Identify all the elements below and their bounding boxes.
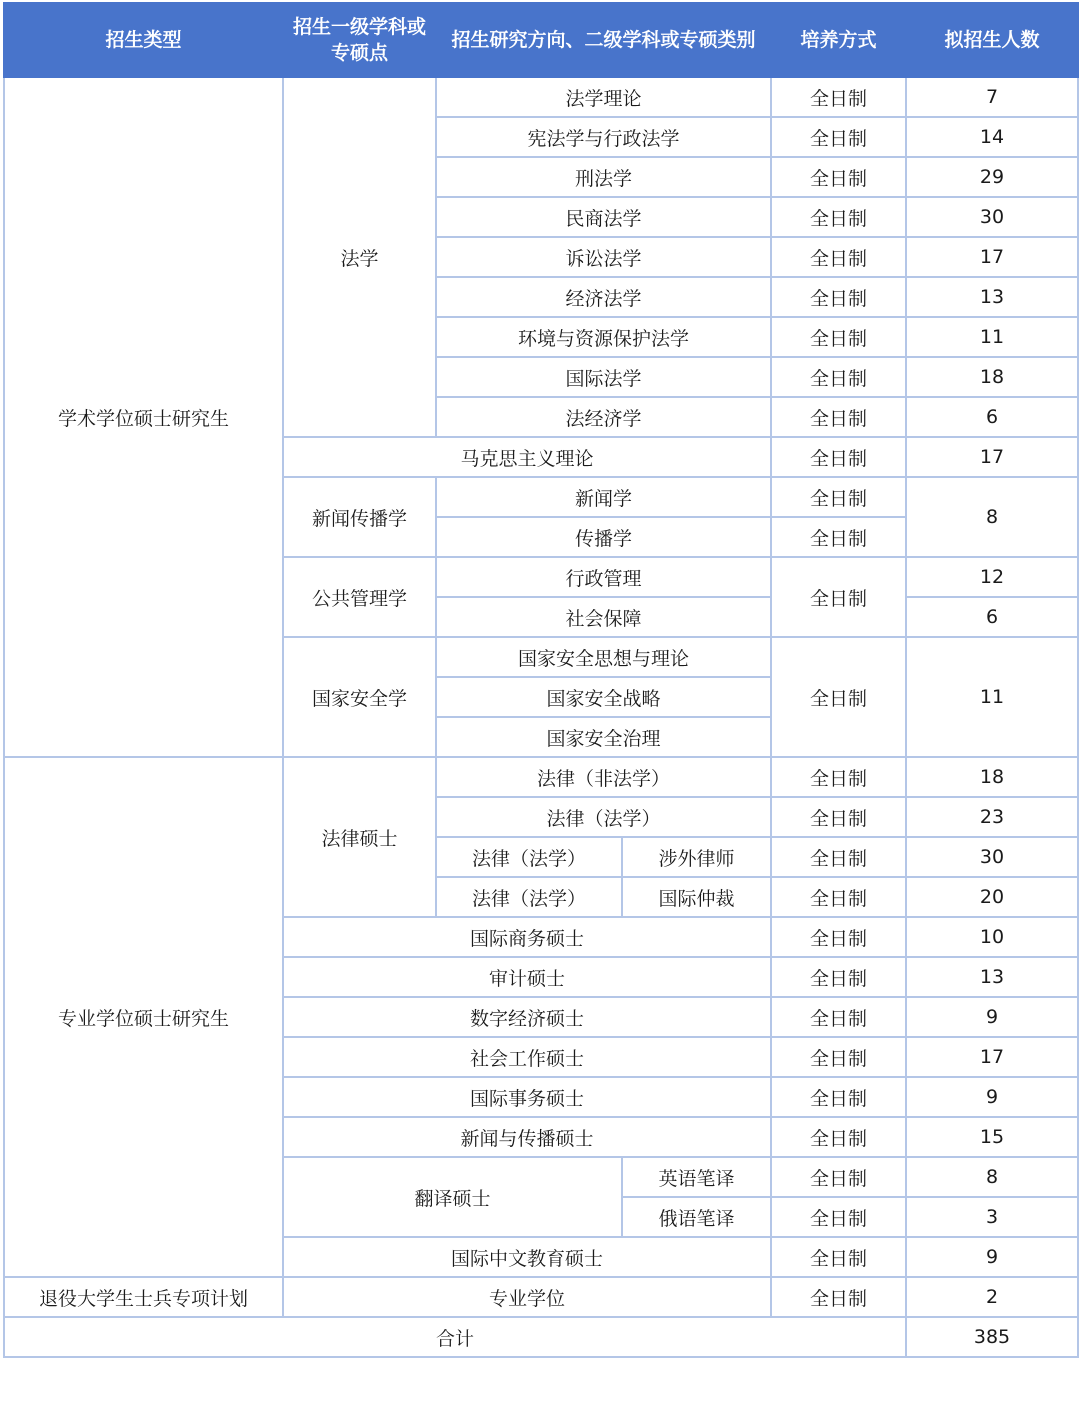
count-cell: 17 [906, 237, 1078, 277]
count-cell: 14 [906, 117, 1078, 157]
mode-cell: 全日制 [771, 837, 906, 877]
count-cell: 17 [906, 437, 1078, 477]
discipline-public-admin: 公共管理学 [283, 557, 436, 637]
discipline-news-comm: 新闻与传播硕士 [283, 1117, 771, 1157]
sub-direction-cell: 涉外律师 [622, 837, 771, 877]
count-cell: 8 [906, 477, 1078, 557]
direction-cell: 民商法学 [436, 197, 771, 237]
count-cell: 6 [906, 597, 1078, 637]
count-cell: 23 [906, 797, 1078, 837]
direction-cell: 法律（法学） [436, 797, 771, 837]
count-cell: 18 [906, 757, 1078, 797]
discipline-intl-affairs: 国际事务硕士 [283, 1077, 771, 1117]
discipline-digital: 数字经济硕士 [283, 997, 771, 1037]
direction-cell: 诉讼法学 [436, 237, 771, 277]
count-cell: 30 [906, 837, 1078, 877]
header-discipline-line1: 招生一级学科或 [292, 16, 426, 38]
discipline-jm: 法律硕士 [283, 757, 436, 917]
mode-cell: 全日制 [771, 1277, 906, 1317]
group-academic: 学术学位硕士研究生 [4, 77, 283, 757]
mode-cell: 全日制 [771, 957, 906, 997]
discipline-journalism: 新闻传播学 [283, 477, 436, 557]
header-mode: 培养方式 [771, 3, 906, 77]
direction-cell: 新闻学 [436, 477, 771, 517]
count-cell: 12 [906, 557, 1078, 597]
mode-cell: 全日制 [771, 797, 906, 837]
table-row [4, 757, 1078, 797]
mode-cell: 全日制 [771, 197, 906, 237]
group-veteran: 退役大学生士兵专项计划 [4, 1277, 283, 1317]
direction-cell: 国家安全思想与理论 [436, 637, 771, 677]
sub-direction-cell: 俄语笔译 [622, 1197, 771, 1237]
direction-cell: 法律（非法学） [436, 757, 771, 797]
mode-cell: 全日制 [771, 357, 906, 397]
direction-cell: 经济法学 [436, 277, 771, 317]
direction-cell: 国际法学 [436, 357, 771, 397]
direction-cell: 社会保障 [436, 597, 771, 637]
header-discipline-line2: 专硕点 [330, 42, 388, 64]
mode-cell: 全日制 [771, 1117, 906, 1157]
discipline-ib: 国际商务硕士 [283, 917, 771, 957]
direction-cell: 行政管理 [436, 557, 771, 597]
table-row [4, 1277, 1078, 1317]
direction-cell: 法学理论 [436, 77, 771, 117]
mode-cell: 全日制 [771, 237, 906, 277]
header-count: 拟招生人数 [906, 3, 1078, 77]
count-cell: 11 [906, 637, 1078, 757]
mode-cell: 全日制 [771, 877, 906, 917]
count-cell: 9 [906, 997, 1078, 1037]
mode-cell: 全日制 [771, 397, 906, 437]
mode-cell: 全日制 [771, 1077, 906, 1117]
direction-cell: 宪法学与行政法学 [436, 117, 771, 157]
direction-cell: 法律（法学） [436, 837, 622, 877]
count-cell: 9 [906, 1077, 1078, 1117]
discipline-audit: 审计硕士 [283, 957, 771, 997]
discipline-marx: 马克思主义理论 [283, 437, 771, 477]
mode-cell: 全日制 [771, 757, 906, 797]
count-cell: 9 [906, 1237, 1078, 1277]
table-row [4, 77, 1078, 117]
sub-direction-cell: 国际仲裁 [622, 877, 771, 917]
mode-cell: 全日制 [771, 997, 906, 1037]
header-enrollment-type: 招生类型 [4, 3, 283, 77]
discipline-social: 社会工作硕士 [283, 1037, 771, 1077]
total-value: 385 [906, 1317, 1078, 1357]
mode-cell: 全日制 [771, 117, 906, 157]
mode-cell: 全日制 [771, 1157, 906, 1197]
enrollment-table [3, 2, 1079, 1358]
mode-cell: 全日制 [771, 437, 906, 477]
count-cell: 10 [906, 917, 1078, 957]
count-cell: 8 [906, 1157, 1078, 1197]
header-discipline [283, 3, 436, 77]
mode-cell: 全日制 [771, 1237, 906, 1277]
mode-cell: 全日制 [771, 477, 906, 517]
total-label: 合计 [4, 1317, 906, 1357]
direction-cell: 法经济学 [436, 397, 771, 437]
mode-cell: 全日制 [771, 917, 906, 957]
direction-cell: 法律（法学） [436, 877, 622, 917]
count-cell: 13 [906, 957, 1078, 997]
count-cell: 18 [906, 357, 1078, 397]
count-cell: 2 [906, 1277, 1078, 1317]
count-cell: 6 [906, 397, 1078, 437]
count-cell: 30 [906, 197, 1078, 237]
header-direction: 招生研究方向、二级学科或专硕类别 [436, 3, 771, 77]
total-row [4, 1317, 1078, 1357]
table-header [4, 3, 1078, 77]
direction-cell: 传播学 [436, 517, 771, 557]
direction-cell: 国家安全战略 [436, 677, 771, 717]
direction-cell: 国家安全治理 [436, 717, 771, 757]
mode-cell: 全日制 [771, 317, 906, 357]
count-cell: 3 [906, 1197, 1078, 1237]
discipline-chinese-ed: 国际中文教育硕士 [283, 1237, 771, 1277]
sub-direction-cell: 英语笔译 [622, 1157, 771, 1197]
mode-cell: 全日制 [771, 557, 906, 637]
count-cell: 11 [906, 317, 1078, 357]
count-cell: 7 [906, 77, 1078, 117]
mode-cell: 全日制 [771, 1197, 906, 1237]
count-cell: 13 [906, 277, 1078, 317]
direction-cell: 刑法学 [436, 157, 771, 197]
count-cell: 17 [906, 1037, 1078, 1077]
mode-cell: 全日制 [771, 277, 906, 317]
count-cell: 29 [906, 157, 1078, 197]
direction-cell: 环境与资源保护法学 [436, 317, 771, 357]
group-professional: 专业学位硕士研究生 [4, 757, 283, 1277]
mode-cell: 全日制 [771, 157, 906, 197]
count-cell: 15 [906, 1117, 1078, 1157]
mode-cell: 全日制 [771, 77, 906, 117]
mode-cell: 全日制 [771, 637, 906, 757]
mode-cell: 全日制 [771, 1037, 906, 1077]
discipline-translation: 翻译硕士 [283, 1157, 622, 1237]
discipline-pro-degree: 专业学位 [283, 1277, 771, 1317]
count-cell: 20 [906, 877, 1078, 917]
mode-cell: 全日制 [771, 517, 906, 557]
discipline-law: 法学 [283, 77, 436, 437]
discipline-security: 国家安全学 [283, 637, 436, 757]
